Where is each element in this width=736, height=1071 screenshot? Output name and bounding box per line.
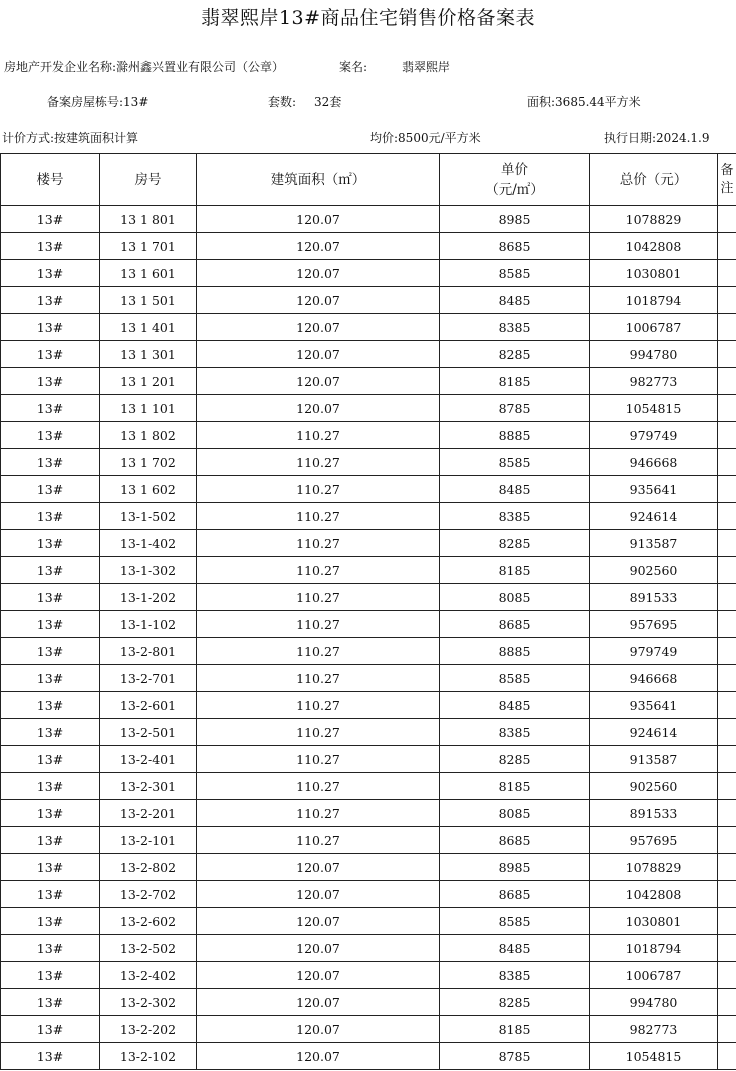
cell-note [718,611,736,638]
cell-area: 120.07 [197,260,440,287]
cell-note [718,368,736,395]
cell-room: 13-1-302 [100,557,197,584]
table-row [1,962,736,989]
cell-unit-price: 8585 [440,908,590,935]
cell-unit-price: 8385 [440,719,590,746]
table-row [1,1016,736,1043]
cell-building: 13# [1,665,100,692]
cell-unit-price: 8485 [440,287,590,314]
date-label: 执行日期: [604,131,657,145]
cell-room: 13-2-802 [100,854,197,881]
cell-room: 13 1 701 [100,233,197,260]
cell-building: 13# [1,584,100,611]
area-value: 3685.44平方米 [555,95,641,109]
cell-building: 13# [1,773,100,800]
cell-unit-price: 8685 [440,827,590,854]
cell-building: 13# [1,746,100,773]
header-building: 楼号 [1,154,100,206]
cell-unit-price: 8585 [440,449,590,476]
cell-note [718,989,736,1016]
cell-area: 110.27 [197,449,440,476]
avg-price-info [370,129,481,146]
developer-value: 滁州鑫兴置业有限公司（公章） [116,60,285,74]
header-total: 总价（元） [590,154,718,206]
cell-area: 110.27 [197,827,440,854]
cell-building: 13# [1,476,100,503]
cell-unit-price: 8485 [440,692,590,719]
cell-note [718,800,736,827]
cell-area: 110.27 [197,530,440,557]
table-row [1,368,736,395]
header-note-line2: 注 [720,180,734,196]
cell-room: 13 1 201 [100,368,197,395]
cell-unit-price: 8285 [440,989,590,1016]
cell-unit-price: 8385 [440,503,590,530]
table-row [1,854,736,881]
header-room: 房号 [100,154,197,206]
table-row [1,827,736,854]
cell-building: 13# [1,719,100,746]
cell-building: 13# [1,1016,100,1043]
cell-total: 994780 [590,989,718,1016]
table-row [1,557,736,584]
cell-note [718,962,736,989]
table-row [1,881,736,908]
units-label: 套数: [268,95,297,109]
cell-total: 957695 [590,827,718,854]
cell-total: 1042808 [590,881,718,908]
cell-room: 13 1 702 [100,449,197,476]
cell-unit-price: 8185 [440,368,590,395]
cell-total: 891533 [590,584,718,611]
cell-room: 13-2-302 [100,989,197,1016]
cell-room: 13 1 602 [100,476,197,503]
cell-building: 13# [1,233,100,260]
cell-total: 1078829 [590,854,718,881]
cell-unit-price: 8285 [440,746,590,773]
cell-note [718,530,736,557]
cell-building: 13# [1,800,100,827]
cell-room: 13-1-102 [100,611,197,638]
cell-unit-price: 8985 [440,206,590,233]
cell-building: 13# [1,1043,100,1070]
cell-room: 13-2-402 [100,962,197,989]
avg-price-value: 8500元/平方米 [398,131,481,145]
price-table [0,153,736,1070]
cell-area: 120.07 [197,1043,440,1070]
cell-room: 13 1 101 [100,395,197,422]
cell-area: 120.07 [197,908,440,935]
cell-total: 1054815 [590,1043,718,1070]
cell-note [718,206,736,233]
cell-room: 13-2-602 [100,908,197,935]
developer-info [4,58,284,75]
cell-building: 13# [1,692,100,719]
cell-unit-price: 8685 [440,233,590,260]
developer-label: 房地产开发企业名称: [4,60,117,74]
cell-note [718,314,736,341]
cell-area: 110.27 [197,746,440,773]
cell-building: 13# [1,854,100,881]
cell-note [718,854,736,881]
cell-area: 110.27 [197,800,440,827]
cell-room: 13-2-501 [100,719,197,746]
cell-area: 120.07 [197,206,440,233]
cell-note [718,935,736,962]
cell-area: 110.27 [197,692,440,719]
table-row [1,287,736,314]
cell-area: 120.07 [197,935,440,962]
table-row [1,746,736,773]
building-info [47,93,148,110]
table-header-row [1,154,736,206]
table-row [1,1043,736,1070]
cell-building: 13# [1,908,100,935]
table-row [1,692,736,719]
cell-room: 13-2-102 [100,1043,197,1070]
cell-unit-price: 8585 [440,260,590,287]
header-area: 建筑面积（㎡） [197,154,440,206]
table-row [1,314,736,341]
table-row [1,341,736,368]
cell-total: 1030801 [590,260,718,287]
cell-unit-price: 8185 [440,557,590,584]
cell-unit-price: 8785 [440,1043,590,1070]
header-unit-price-line2: （元/㎡） [485,181,544,198]
cell-note [718,638,736,665]
cell-area: 120.07 [197,881,440,908]
cell-note [718,773,736,800]
cell-total: 1006787 [590,314,718,341]
cell-area: 110.27 [197,584,440,611]
cell-note [718,503,736,530]
cell-room: 13 1 601 [100,260,197,287]
cell-building: 13# [1,935,100,962]
cell-area: 110.27 [197,557,440,584]
cell-total: 979749 [590,638,718,665]
cell-note [718,341,736,368]
table-row [1,260,736,287]
cell-total: 891533 [590,800,718,827]
cell-area: 110.27 [197,611,440,638]
cell-area: 110.27 [197,422,440,449]
cell-note [718,395,736,422]
table-row [1,800,736,827]
cell-note [718,476,736,503]
cell-note [718,449,736,476]
building-label: 备案房屋栋号: [47,95,124,109]
units-info [268,93,341,110]
cell-room: 13-1-502 [100,503,197,530]
cell-unit-price: 8285 [440,341,590,368]
cell-total: 1078829 [590,206,718,233]
cell-room: 13-2-201 [100,800,197,827]
date-info [604,129,709,146]
cell-area: 110.27 [197,503,440,530]
method-label: 计价方式: [2,131,55,145]
cell-unit-price: 8785 [440,395,590,422]
cell-building: 13# [1,206,100,233]
header-note-line1: 备 [720,162,734,178]
cell-building: 13# [1,611,100,638]
cell-building: 13# [1,530,100,557]
cell-unit-price: 8085 [440,584,590,611]
cell-total: 994780 [590,341,718,368]
cell-room: 13-2-202 [100,1016,197,1043]
cell-room: 13-2-702 [100,881,197,908]
cell-unit-price: 8385 [440,962,590,989]
table-row [1,989,736,1016]
cell-note [718,557,736,584]
cell-total: 946668 [590,449,718,476]
cell-room: 13 1 801 [100,206,197,233]
cell-note [718,584,736,611]
cell-area: 120.07 [197,368,440,395]
cell-total: 957695 [590,611,718,638]
cell-room: 13-2-101 [100,827,197,854]
cell-total: 902560 [590,773,718,800]
table-row [1,665,736,692]
cell-room: 13-1-402 [100,530,197,557]
cell-building: 13# [1,881,100,908]
cell-total: 1018794 [590,935,718,962]
cell-unit-price: 8685 [440,881,590,908]
table-row [1,233,736,260]
cell-room: 13-2-701 [100,665,197,692]
cell-building: 13# [1,449,100,476]
cell-room: 13 1 501 [100,287,197,314]
cell-note [718,422,736,449]
table-row [1,206,736,233]
cell-note [718,746,736,773]
cell-building: 13# [1,557,100,584]
table-row [1,908,736,935]
cell-area: 120.07 [197,341,440,368]
units-value: 32套 [314,95,342,109]
cell-note [718,287,736,314]
cell-building: 13# [1,827,100,854]
cell-note [718,881,736,908]
avg-price-label: 均价: [370,131,399,145]
cell-unit-price: 8885 [440,638,590,665]
cell-room: 13 1 401 [100,314,197,341]
cell-area: 120.07 [197,287,440,314]
table-body [1,206,736,1070]
table-row [1,584,736,611]
cell-unit-price: 8185 [440,773,590,800]
cell-area: 120.07 [197,395,440,422]
table-row [1,935,736,962]
cell-area: 120.07 [197,854,440,881]
cell-area: 120.07 [197,1016,440,1043]
cell-total: 935641 [590,476,718,503]
cell-building: 13# [1,341,100,368]
cell-total: 913587 [590,530,718,557]
cell-total: 1030801 [590,908,718,935]
cell-area: 110.27 [197,476,440,503]
cell-total: 1006787 [590,962,718,989]
date-value: 2024.1.9 [656,131,710,145]
cell-room: 13-2-401 [100,746,197,773]
cell-unit-price: 8485 [440,476,590,503]
cell-unit-price: 8185 [440,1016,590,1043]
building-value: 13# [123,95,149,109]
cell-building: 13# [1,503,100,530]
cell-building: 13# [1,989,100,1016]
cell-total: 924614 [590,503,718,530]
project-label: 案名: [339,60,368,74]
table-row [1,422,736,449]
header-unit-price-line1: 单价 [501,161,528,178]
area-info [527,93,641,110]
cell-building: 13# [1,395,100,422]
cell-area: 110.27 [197,773,440,800]
cell-total: 1054815 [590,395,718,422]
cell-note [718,260,736,287]
cell-note [718,1016,736,1043]
cell-area: 120.07 [197,989,440,1016]
cell-unit-price: 8385 [440,314,590,341]
table-row [1,395,736,422]
cell-building: 13# [1,368,100,395]
table-row [1,476,736,503]
method-info [2,129,138,146]
cell-note [718,719,736,746]
cell-area: 110.27 [197,719,440,746]
cell-note [718,1043,736,1070]
cell-unit-price: 8885 [440,422,590,449]
cell-unit-price: 8485 [440,935,590,962]
cell-building: 13# [1,314,100,341]
cell-note [718,827,736,854]
cell-note [718,665,736,692]
cell-room: 13-2-301 [100,773,197,800]
table-row [1,719,736,746]
cell-total: 982773 [590,1016,718,1043]
table-row [1,530,736,557]
method-value: 按建筑面积计算 [54,131,139,145]
cell-total: 982773 [590,368,718,395]
cell-building: 13# [1,638,100,665]
header-unit-price [440,154,590,206]
table-row [1,611,736,638]
cell-total: 1042808 [590,233,718,260]
cell-note [718,692,736,719]
cell-total: 902560 [590,557,718,584]
cell-area: 110.27 [197,638,440,665]
table-row [1,773,736,800]
cell-room: 13 1 301 [100,341,197,368]
cell-room: 13 1 802 [100,422,197,449]
table-row [1,503,736,530]
area-label: 面积: [527,95,556,109]
cell-total: 913587 [590,746,718,773]
cell-unit-price: 8285 [440,530,590,557]
cell-area: 120.07 [197,962,440,989]
page-title: 翡翠熙岸13#商品住宅销售价格备案表 [200,7,536,29]
cell-total: 1018794 [590,287,718,314]
cell-building: 13# [1,287,100,314]
cell-note [718,908,736,935]
cell-total: 935641 [590,692,718,719]
cell-building: 13# [1,962,100,989]
cell-unit-price: 8985 [440,854,590,881]
cell-total: 979749 [590,422,718,449]
table-row [1,449,736,476]
cell-room: 13-2-502 [100,935,197,962]
cell-total: 946668 [590,665,718,692]
cell-unit-price: 8585 [440,665,590,692]
cell-unit-price: 8085 [440,800,590,827]
cell-building: 13# [1,260,100,287]
cell-room: 13-1-202 [100,584,197,611]
cell-total: 924614 [590,719,718,746]
cell-unit-price: 8685 [440,611,590,638]
cell-area: 120.07 [197,314,440,341]
cell-note [718,233,736,260]
cell-room: 13-2-601 [100,692,197,719]
table-row [1,638,736,665]
project-value: 翡翠熙岸 [402,60,451,74]
cell-room: 13-2-801 [100,638,197,665]
header-note [718,154,736,206]
cell-area: 120.07 [197,233,440,260]
cell-building: 13# [1,422,100,449]
cell-area: 110.27 [197,665,440,692]
